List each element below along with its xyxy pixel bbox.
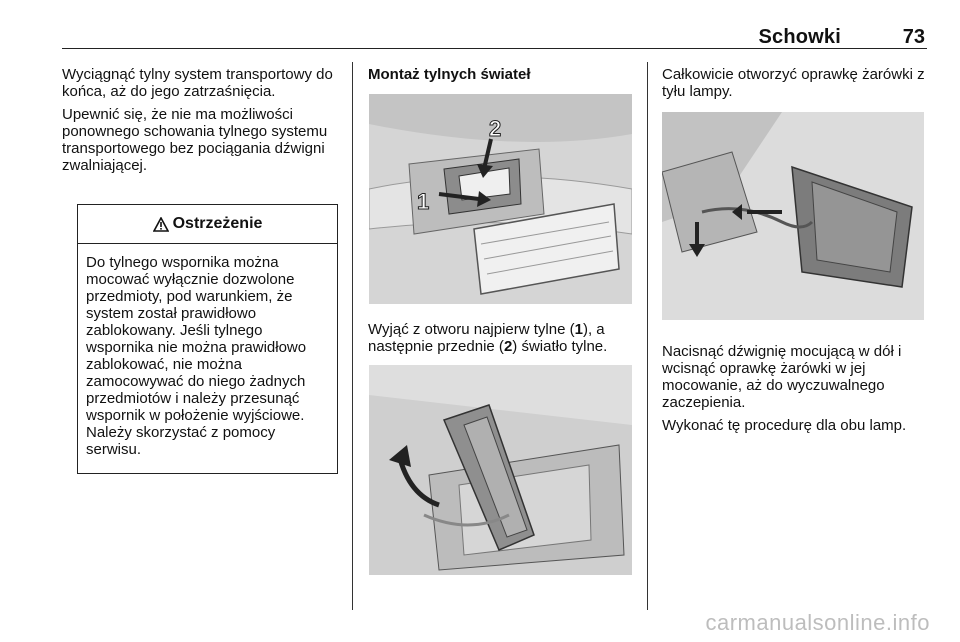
column-middle — [368, 66, 636, 89]
paragraph: Nacisnąć dźwignię mocującą w dół i wcisnąć oprawkę żarówki w jej mocowanie, aż do wyczuwalnego zaczepienia. — [662, 343, 902, 411]
figure-bulb-holder — [369, 365, 632, 575]
page-number: 73 — [902, 26, 925, 48]
section-title: Schowki — [758, 26, 841, 48]
warning-box — [77, 204, 338, 474]
figure-caption: Wyjąć z otworu najpierw tylne (1), a następnie przednie (2) światło tylne. — [368, 321, 608, 355]
watermark: carmanualsonline.info — [705, 610, 930, 635]
warning-body: Do tylnego wspornika można mocować wyłącznie dozwolone przedmioty, pod warunkiem, że system został prawidłowo zablokowany. Jeśli tylnego wspornika nie można prawidłowo zablokować, nie można zamocowywać do niego żadnych przedmiotów i należy przesunąć wspornik w położenie wyjściowe. Należy skorzystać z pomocy serwisu. — [86, 254, 307, 458]
figure-bulb-holder-open — [662, 112, 924, 320]
figure-callout-1: 1 — [417, 189, 430, 214]
paragraph: Upewnić się, że nie ma możliwości ponownego schowania tylnego systemu transportowego bez pociągania dźwigni zwalniającej. — [62, 106, 328, 174]
paragraph: Wyciągnąć tylny system transportowy do końca, aż do jego zatrzaśnięcia. — [62, 66, 333, 100]
page-header — [62, 18, 927, 49]
column-divider-1 — [352, 62, 353, 610]
paragraph: Całkowicie otworzyć oprawkę żarówki z tyłu lampy. — [662, 66, 925, 100]
figure-taillight-removal — [369, 94, 632, 304]
column-right — [662, 66, 928, 106]
figure-callout-2: 2 — [489, 116, 502, 141]
warning-title: Ostrzeżenie — [172, 215, 263, 232]
subheading: Montaż tylnych świateł — [368, 66, 531, 83]
paragraph: Wykonać tę procedurę dla obu lamp. — [662, 417, 907, 434]
column-left — [62, 66, 340, 180]
column-divider-2 — [647, 62, 648, 610]
column-right-lower — [662, 343, 928, 440]
warning-triangle-icon — [153, 217, 169, 232]
warning-header — [78, 205, 337, 244]
